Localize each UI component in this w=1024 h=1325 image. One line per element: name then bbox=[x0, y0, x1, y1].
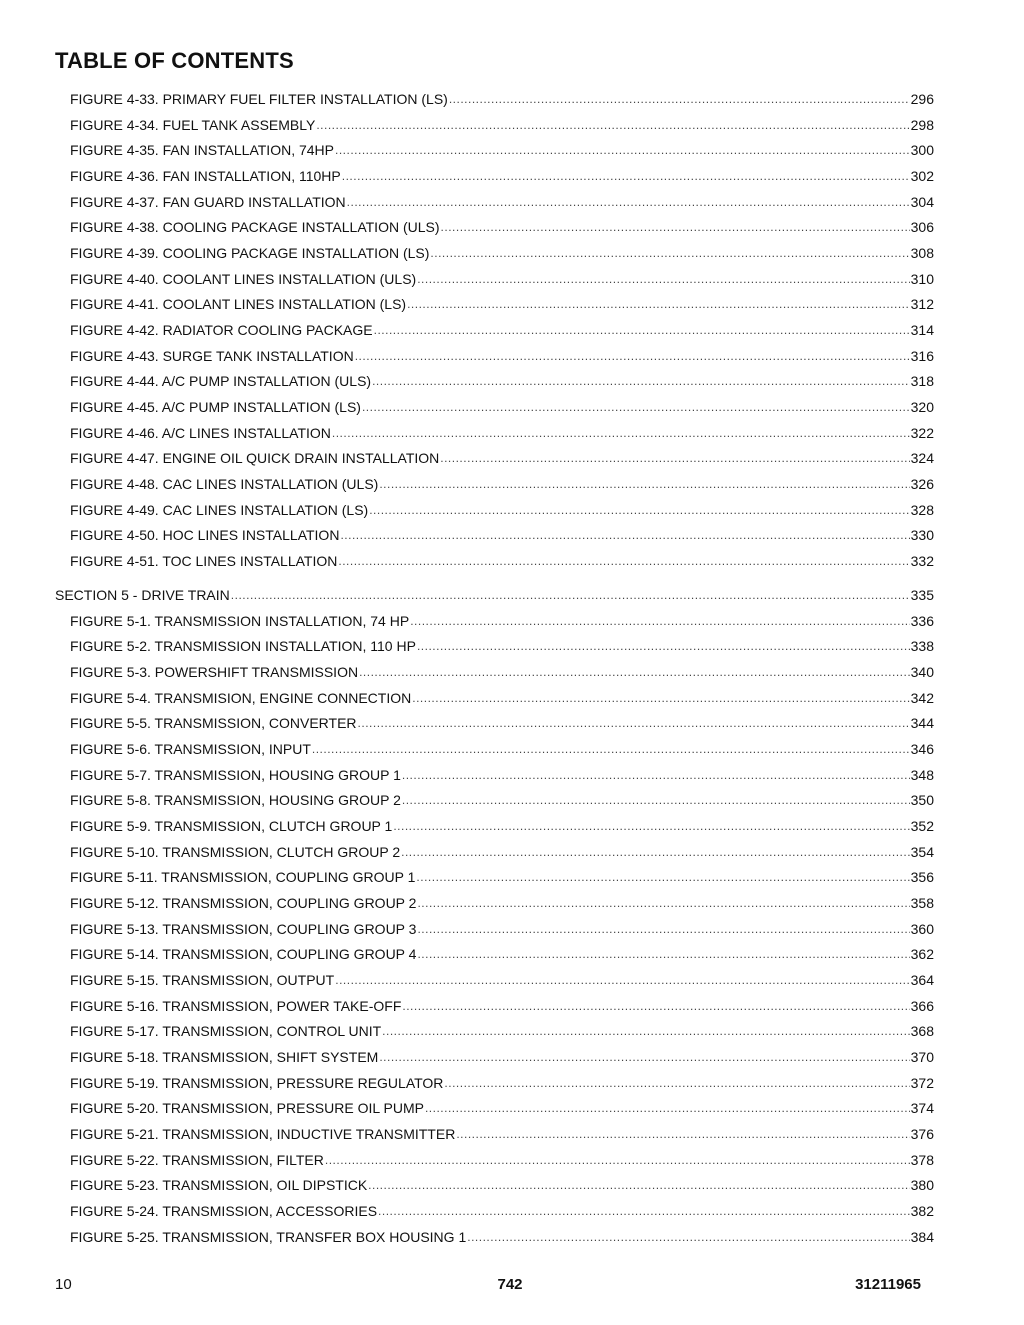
toc-entry-row bbox=[70, 866, 934, 886]
toc-entry-row bbox=[70, 943, 934, 963]
toc-entry-page: 336 bbox=[910, 612, 934, 629]
toc-entry-label: FIGURE 5-12. TRANSMISSION, COUPLING GROUP 2 bbox=[70, 894, 417, 911]
toc-entry-label: FIGURE 5-1. TRANSMISSION INSTALLATION, 74 HP bbox=[70, 612, 410, 629]
toc-entry-page: 300 bbox=[910, 142, 934, 159]
toc-entry-page: 342 bbox=[910, 689, 934, 706]
toc-entry-page: 306 bbox=[910, 219, 934, 236]
toc-entry-row bbox=[70, 841, 934, 861]
toc-entry-row bbox=[70, 969, 934, 989]
toc-entry-label: FIGURE 5-14. TRANSMISSION, COUPLING GROUP 4 bbox=[70, 946, 417, 963]
toc-entry-row bbox=[70, 1020, 934, 1040]
dot-leader bbox=[372, 373, 910, 390]
toc-entry-page: 316 bbox=[910, 347, 934, 364]
toc-entry-label: FIGURE 5-9. TRANSMISSION, CLUTCH GROUP 1 bbox=[70, 817, 393, 834]
toc-entry-page: 332 bbox=[910, 552, 934, 569]
toc-entry-row bbox=[70, 114, 934, 134]
dot-leader bbox=[374, 322, 910, 339]
toc-entry-label: FIGURE 5-16. TRANSMISSION, POWER TAKE-OFF bbox=[70, 997, 402, 1014]
dot-leader bbox=[417, 895, 909, 912]
toc-entry-page: 362 bbox=[910, 946, 934, 963]
toc-entry-label: FIGURE 4-51. TOC LINES INSTALLATION bbox=[70, 552, 338, 569]
dot-leader bbox=[402, 792, 910, 809]
toc-entry-row bbox=[70, 610, 934, 630]
toc-entry-label: FIGURE 5-25. TRANSMISSION, TRANSFER BOX HOUSING 1 bbox=[70, 1228, 467, 1245]
toc-entry-row bbox=[70, 1174, 934, 1194]
toc-entry-label: FIGURE 5-4. TRANSMISION, ENGINE CONNECTION bbox=[70, 689, 412, 706]
toc-entry-label: FIGURE 4-44. A/C PUMP INSTALLATION (ULS) bbox=[70, 373, 372, 390]
dot-leader bbox=[379, 476, 909, 493]
dot-leader bbox=[417, 271, 909, 288]
toc-entry-label: FIGURE 4-40. COOLANT LINES INSTALLATION (ULS) bbox=[70, 270, 417, 287]
dot-leader bbox=[342, 168, 910, 185]
toc-entry-page: 370 bbox=[910, 1048, 934, 1065]
dot-leader bbox=[410, 613, 909, 630]
dot-leader bbox=[402, 767, 910, 784]
dot-leader bbox=[335, 972, 909, 989]
toc-entry-page: 360 bbox=[910, 920, 934, 937]
toc-entry-label: FIGURE 5-17. TRANSMISSION, CONTROL UNIT bbox=[70, 1023, 382, 1040]
toc-entry-row bbox=[70, 712, 934, 732]
toc-entry-row bbox=[70, 687, 934, 707]
toc-entry-page: 352 bbox=[910, 817, 934, 834]
toc-entry-page: 330 bbox=[910, 527, 934, 544]
toc-entry-label: FIGURE 5-7. TRANSMISSION, HOUSING GROUP 1 bbox=[70, 766, 401, 783]
toc-entry-label: FIGURE 4-38. COOLING PACKAGE INSTALLATION (ULS) bbox=[70, 219, 440, 236]
dot-leader bbox=[379, 1049, 909, 1066]
toc-entry-label: FIGURE 4-50. HOC LINES INSTALLATION bbox=[70, 527, 340, 544]
toc-entry-page: 324 bbox=[910, 450, 934, 467]
footer-document-number: 31211965 bbox=[855, 1276, 921, 1293]
dot-leader bbox=[417, 921, 909, 938]
dot-leader bbox=[362, 399, 910, 416]
toc-entry-label: FIGURE 4-48. CAC LINES INSTALLATION (ULS) bbox=[70, 475, 379, 492]
toc-entry-label: FIGURE 5-15. TRANSMISSION, OUTPUT bbox=[70, 971, 335, 988]
dot-leader bbox=[417, 638, 910, 655]
dot-leader bbox=[401, 844, 910, 861]
toc-entry-label: FIGURE 4-41. COOLANT LINES INSTALLATION (LS) bbox=[70, 296, 407, 313]
toc-entry-label: FIGURE 4-34. FUEL TANK ASSEMBLY bbox=[70, 116, 316, 133]
toc-entry-row bbox=[70, 1226, 934, 1246]
toc-entry-row bbox=[70, 139, 934, 159]
toc-entry-page: 372 bbox=[910, 1074, 934, 1091]
toc-entry-row bbox=[70, 447, 934, 467]
toc-entry-row bbox=[70, 1097, 934, 1117]
toc-entry-row bbox=[70, 473, 934, 493]
toc-entry-label: FIGURE 5-11. TRANSMISSION, COUPLING GROUP 1 bbox=[70, 869, 416, 886]
toc-entry-row bbox=[70, 370, 934, 390]
toc-entry-label: FIGURE 5-3. POWERSHIFT TRANSMISSION bbox=[70, 663, 359, 680]
toc-entry-label: FIGURE 5-19. TRANSMISSION, PRESSURE REGULATOR bbox=[70, 1074, 444, 1091]
toc-entry-row bbox=[70, 319, 934, 339]
toc-entry-page: 366 bbox=[910, 997, 934, 1014]
toc-entry-row bbox=[70, 550, 934, 570]
dot-leader bbox=[332, 425, 910, 442]
dot-leader bbox=[325, 1152, 910, 1169]
toc-entry-page: 356 bbox=[910, 869, 934, 886]
dot-leader bbox=[407, 296, 910, 313]
toc-section-row bbox=[55, 584, 934, 604]
toc-entry-page: 376 bbox=[910, 1125, 934, 1142]
toc-entry-row bbox=[70, 1200, 934, 1220]
dot-leader bbox=[347, 194, 910, 211]
toc-entry-row bbox=[70, 1123, 934, 1143]
toc-entry-page: 348 bbox=[910, 766, 934, 783]
toc-entry-row bbox=[70, 191, 934, 211]
toc-entry-page: 368 bbox=[910, 1023, 934, 1040]
dot-leader bbox=[368, 1177, 909, 1194]
toc-entry-label: FIGURE 5-10. TRANSMISSION, CLUTCH GROUP 2 bbox=[70, 843, 401, 860]
toc-entry-label: SECTION 5 - DRIVE TRAIN bbox=[55, 587, 230, 604]
toc-entry-row bbox=[70, 293, 934, 313]
toc-entry-page: 302 bbox=[910, 168, 934, 184]
dot-leader bbox=[430, 245, 909, 262]
dot-leader bbox=[378, 1203, 910, 1220]
dot-leader bbox=[440, 450, 909, 467]
toc-entry-page: 320 bbox=[910, 398, 934, 415]
toc-entry-page: 344 bbox=[910, 715, 934, 732]
toc-entry-row bbox=[70, 764, 934, 784]
toc-entry-label: FIGURE 5-8. TRANSMISSION, HOUSING GROUP 2 bbox=[70, 792, 401, 809]
toc-entry-row bbox=[70, 165, 934, 185]
toc-entry-row bbox=[70, 1072, 934, 1092]
toc-entry-label: FIGURE 5-23. TRANSMISSION, OIL DIPSTICK bbox=[70, 1177, 368, 1194]
toc-entry-label: FIGURE 4-37. FAN GUARD INSTALLATION bbox=[70, 193, 346, 210]
toc-entry-label: FIGURE 4-39. COOLING PACKAGE INSTALLATION (LS) bbox=[70, 245, 430, 261]
dot-leader bbox=[359, 664, 910, 681]
toc-entry-page: 310 bbox=[910, 270, 934, 287]
toc-entry-label: FIGURE 4-49. CAC LINES INSTALLATION (LS) bbox=[70, 501, 369, 518]
toc-entry-label: FIGURE 5-20. TRANSMISSION, PRESSURE OIL PUMP bbox=[70, 1100, 424, 1117]
dot-leader bbox=[444, 1075, 909, 1092]
dot-leader bbox=[467, 1229, 909, 1246]
toc-entry-page: 340 bbox=[910, 663, 934, 680]
toc-entry-page: 364 bbox=[910, 971, 934, 988]
dot-leader bbox=[369, 502, 909, 519]
toc-entry-page: 298 bbox=[910, 116, 934, 133]
toc-entry-page: 318 bbox=[910, 373, 934, 390]
toc-entry-row bbox=[70, 892, 934, 912]
toc-entry-row bbox=[70, 661, 934, 681]
toc-entry-page: 338 bbox=[910, 638, 934, 655]
toc-entry-page: 350 bbox=[910, 792, 934, 809]
dot-leader bbox=[417, 946, 909, 963]
toc-entry-page: 312 bbox=[910, 296, 934, 313]
toc-entry-row bbox=[70, 88, 934, 108]
dot-leader bbox=[416, 869, 909, 886]
dot-leader bbox=[456, 1126, 909, 1143]
toc-entry-row bbox=[70, 499, 934, 519]
toc-entry-page: 380 bbox=[910, 1177, 934, 1194]
toc-entry-row bbox=[70, 738, 934, 758]
toc-entry-row bbox=[70, 524, 934, 544]
dot-leader bbox=[412, 690, 909, 707]
toc-entry-label: FIGURE 4-45. A/C PUMP INSTALLATION (LS) bbox=[70, 398, 361, 415]
toc-entry-page: 378 bbox=[910, 1151, 934, 1168]
dot-leader bbox=[312, 741, 910, 758]
toc-entry-label: FIGURE 5-13. TRANSMISSION, COUPLING GROUP 3 bbox=[70, 920, 417, 937]
toc-entry-row bbox=[70, 242, 934, 262]
toc-entry-row bbox=[70, 216, 934, 236]
toc-entry-row bbox=[70, 268, 934, 288]
page-title: TABLE OF CONTENTS bbox=[55, 48, 294, 73]
toc-entry-label: FIGURE 4-43. SURGE TANK INSTALLATION bbox=[70, 347, 354, 364]
toc-entry-label: FIGURE 4-47. ENGINE OIL QUICK DRAIN INSTALLATION bbox=[70, 450, 440, 467]
dot-leader bbox=[382, 1023, 909, 1040]
dot-leader bbox=[449, 91, 910, 108]
toc-entry-label: FIGURE 5-22. TRANSMISSION, FILTER bbox=[70, 1151, 324, 1168]
toc-entry-label: FIGURE 4-35. FAN INSTALLATION, 74HP bbox=[70, 142, 334, 159]
toc-entry-page: 326 bbox=[910, 475, 934, 492]
toc-entry-row bbox=[70, 789, 934, 809]
toc-entry-row bbox=[70, 995, 934, 1015]
toc-entry-page: 314 bbox=[910, 321, 934, 338]
toc-entry-page: 384 bbox=[910, 1228, 934, 1245]
dot-leader bbox=[231, 587, 910, 604]
dot-leader bbox=[393, 818, 909, 835]
toc-entry-row bbox=[70, 345, 934, 365]
toc-entry-page: 335 bbox=[910, 587, 934, 604]
toc-entry-label: FIGURE 5-21. TRANSMISSION, INDUCTIVE TRANSMITTER bbox=[70, 1125, 456, 1142]
dot-leader bbox=[338, 553, 909, 570]
toc-entry-row bbox=[70, 422, 934, 442]
toc-entry-page: 308 bbox=[910, 245, 934, 261]
toc-entry-label: FIGURE 5-24. TRANSMISSION, ACCESSORIES bbox=[70, 1202, 378, 1219]
toc-entry-page: 374 bbox=[910, 1100, 934, 1117]
toc-entry-label: FIGURE 4-36. FAN INSTALLATION, 110HP bbox=[70, 168, 341, 184]
toc-entry-row bbox=[70, 918, 934, 938]
toc-entry-label: FIGURE 5-6. TRANSMISSION, INPUT bbox=[70, 740, 311, 757]
dot-leader bbox=[441, 219, 910, 236]
toc-entry-row bbox=[70, 1046, 934, 1066]
toc-entry-page: 296 bbox=[910, 91, 934, 107]
toc-entry-page: 354 bbox=[910, 843, 934, 860]
toc-entry-page: 328 bbox=[910, 501, 934, 518]
toc-entry-page: 346 bbox=[910, 740, 934, 757]
toc-entry-page: 358 bbox=[910, 894, 934, 911]
dot-leader bbox=[340, 527, 909, 544]
toc-entry-page: 322 bbox=[910, 424, 934, 441]
toc-entry-row bbox=[70, 815, 934, 835]
toc-entry-label: FIGURE 4-42. RADIATOR COOLING PACKAGE bbox=[70, 321, 373, 338]
footer-page-number: 10 bbox=[55, 1276, 72, 1293]
dot-leader bbox=[425, 1100, 910, 1117]
toc-entry-label: FIGURE 5-5. TRANSMISSION, CONVERTER bbox=[70, 715, 357, 732]
toc-entry-label: FIGURE 5-2. TRANSMISSION INSTALLATION, 110 HP bbox=[70, 638, 416, 655]
dot-leader bbox=[358, 715, 910, 732]
toc-entry-page: 304 bbox=[910, 193, 934, 210]
toc-entry-label: FIGURE 5-18. TRANSMISSION, SHIFT SYSTEM bbox=[70, 1048, 379, 1065]
footer-center-number: 742 bbox=[497, 1276, 523, 1293]
toc-entry-row bbox=[70, 396, 934, 416]
dot-leader bbox=[355, 348, 910, 365]
dot-leader bbox=[335, 142, 910, 159]
dot-leader bbox=[316, 117, 909, 134]
toc-entry-row bbox=[70, 635, 934, 655]
toc-entry-page: 382 bbox=[910, 1202, 934, 1219]
toc-entry-label: FIGURE 4-46. A/C LINES INSTALLATION bbox=[70, 424, 331, 441]
toc-entry-row bbox=[70, 1149, 934, 1169]
dot-leader bbox=[402, 998, 909, 1015]
toc-entry-label: FIGURE 4-33. PRIMARY FUEL FILTER INSTALLATION (LS) bbox=[70, 91, 448, 107]
